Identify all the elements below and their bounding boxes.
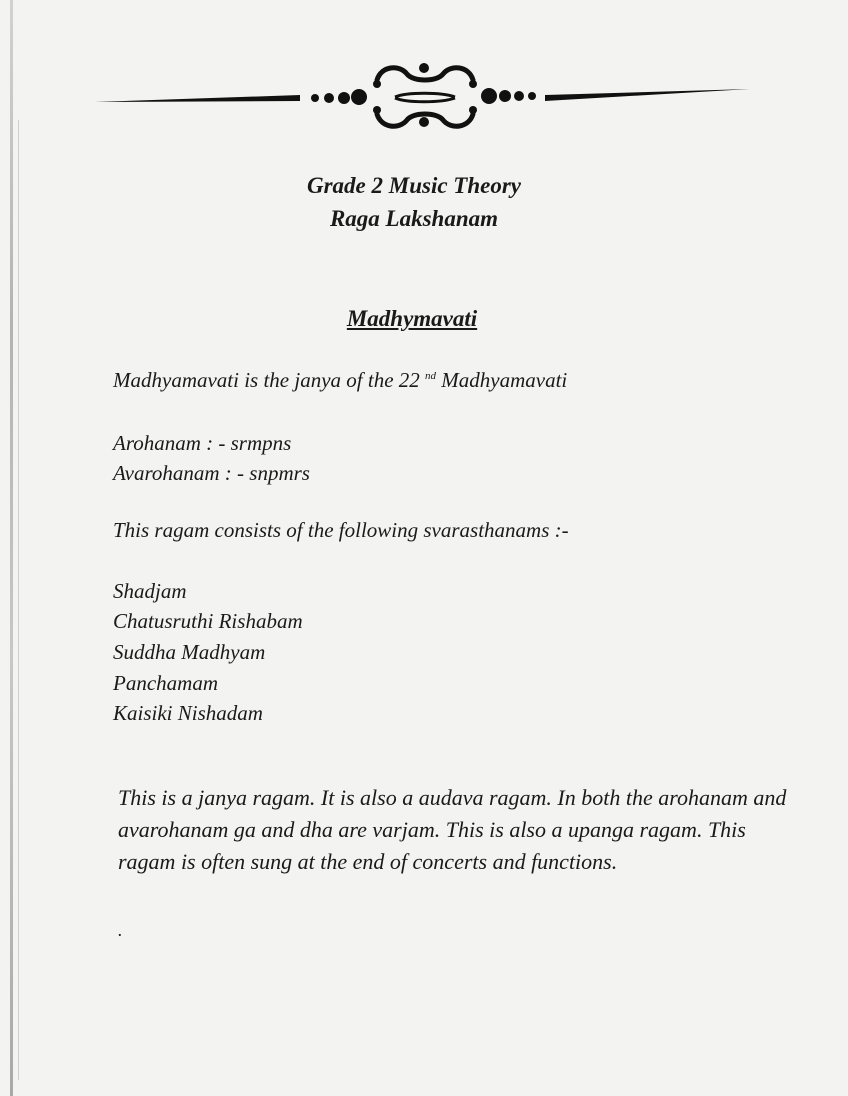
intro-line — [113, 368, 567, 393]
scan-edge-line — [18, 120, 19, 1080]
raga-heading: Madhymavati — [346, 306, 478, 331]
scan-edge-shadow — [10, 0, 13, 1096]
svarasthanam-item: Shadjam — [113, 579, 187, 603]
document-subtitle: Raga Lakshanam — [329, 206, 499, 231]
intro-superscript: nd — [425, 370, 437, 382]
svarasthanam-item: Suddha Madhyam — [113, 640, 266, 664]
svarasthanam-item: Chatusruthi Rishabam — [113, 609, 303, 633]
svarasthanam-item: Panchamam — [113, 671, 218, 695]
decorative-divider-icon — [95, 58, 755, 132]
description-paragraph: This is a janya ragam. It is also a audava ragam. In both the arohanam and avarohanam ga and dha are varjam. This is also a upanga ragam. This ragam is often sung at the end of concerts and functions. — [118, 785, 787, 874]
svarasthanam-intro: This ragam consists of the following svarasthanams :- — [113, 518, 569, 542]
arohanam-line: Arohanam : - srmpns — [113, 431, 292, 455]
avarohanam-line: Avarohanam : - snpmrs — [113, 461, 310, 485]
intro-suffix: Madhyamavati — [436, 368, 568, 392]
intro-prefix: Madhyamavati is the janya of the 22 — [113, 368, 420, 392]
document-title: Grade 2 Music Theory — [306, 173, 522, 198]
trailing-mark: . — [118, 920, 123, 940]
svarasthanam-item: Kaisiki Nishadam — [113, 701, 263, 725]
